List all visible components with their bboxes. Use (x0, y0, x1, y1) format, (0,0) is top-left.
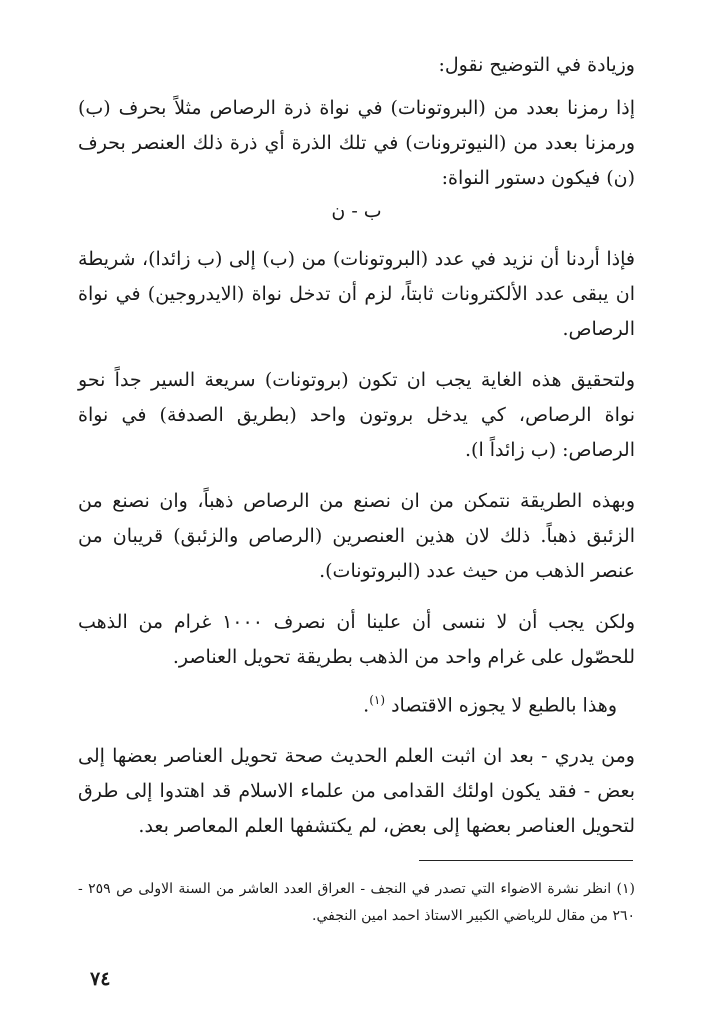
paragraph-4: وبهذه الطريقة نتمكن من ان نصنع من الرصاص ذهباً، وان نصنع من الزئبق ذهباً. ذلك لان هذين العنصرين (الرصاص والزئبق) قريبان من عنصر الذهب من حيث عدد (البروتونات). (78, 490, 636, 582)
paragraph-1: إذا رمزنا بعدد من (البروتونات) في نواة ذرة الرصاص مثلاً بحرف (ب) ورمزنا بعدد من (النيوترونات) في تلك الذرة أي ذرة ذلك العنصر بحرف (ن) فيكون دستور النواة: (78, 97, 635, 189)
paragraph-6-text: وهذا بالطبع لا يجوزه الاقتصاد (391, 694, 617, 717)
intro-paragraph: وزيادة في التوضيح نقول: (438, 54, 635, 76)
page-body (78, 48, 635, 844)
paragraph-7: ومن يدري - بعد ان اثبت العلم الحديث صحة تحويل العناصر بعضها إلى بعض - فقد يكون اولئك القدامى من علماء الاسلام قد اهتدوا إلى طرق لتحويل العناصر بعضها إلى بعض، لم يكتشفها العلم المعاصر بعد. (78, 745, 635, 838)
paragraph-3: ولتحقيق هذه الغاية يجب ان تكون (بروتونات) سريعة السير جداً نحو نواة الرصاص، كي يدخل بروتون واحد (بطريق الصدفة) في نواة الرصاص: (ب زائداً ا). (78, 369, 635, 461)
footnotes (78, 876, 635, 930)
paragraph-6-end: . (363, 694, 370, 717)
paragraph-6 (78, 683, 635, 723)
nucleus-formula: ب - ن (331, 200, 382, 222)
footnote-divider (419, 860, 633, 861)
paragraph-2: فإذا أردنا أن نزيد في عدد (البروتونات) من (ب) إلى (ب زائدا)، شريطة ان يبقى عدد الألكترونات ثابتاً، لزم أن تدخل نواة (الايدروجين) في نواة الرصاص. (78, 248, 635, 340)
paragraph-5: ولكن يجب أن لا ننسى أن علينا أن نصرف ١٠٠٠ غرام من الذهب للحصّول على غرام واحد من الذهب بطريقة تحويل العناصر. (78, 611, 635, 668)
page-number: ٧٤ (90, 968, 111, 990)
footnote-1: (١) انظر نشرة الاضواء التي تصدر في النجف - العراق العدد العاشر من السنة الاولى ص ٢٥٩ - ٢٦٠ من مقال للرياضي الكبير الاستاذ احمد امين النجفي. (78, 881, 635, 924)
footnote-reference: (١) (369, 693, 386, 707)
